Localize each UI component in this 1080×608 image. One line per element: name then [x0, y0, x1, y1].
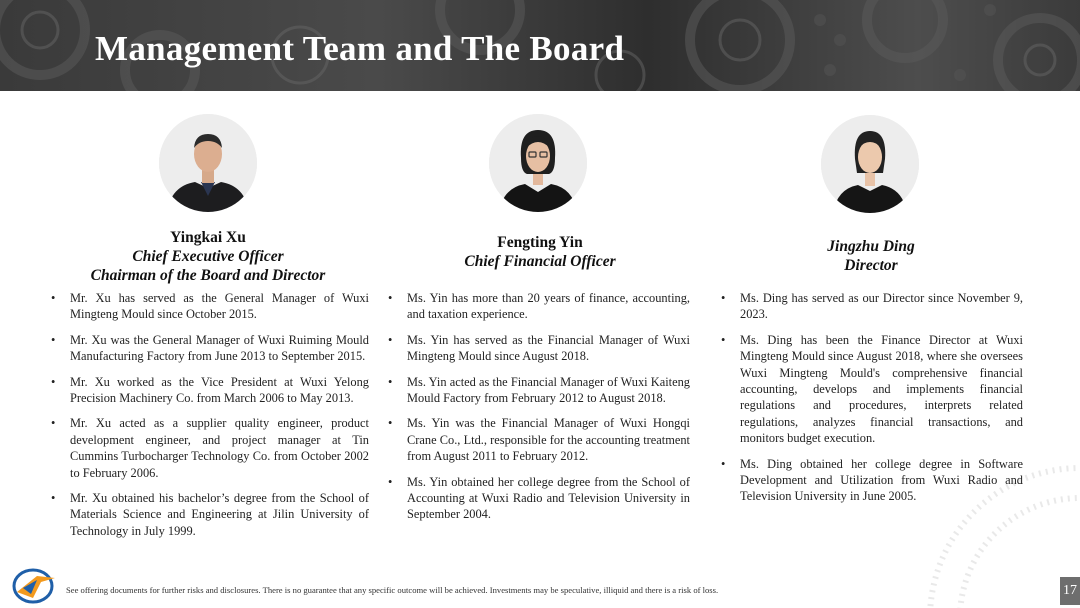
avatar-yingkai-xu: [159, 114, 257, 212]
list-item: • Mr. Xu was the General Manager of Wuxi Ruiming Mould Manufacturing Factory from June 2013 to September 2015.: [50, 332, 369, 365]
list-item: • Mr. Xu obtained his bachelor’s degree from the School of Materials Science and Engineering at Jilin University of Technology in July 1999.: [50, 490, 369, 539]
list-item: • Ms. Ding has been the Finance Director at Wuxi Mingteng Mould since August 2018, where she oversees Wuxi Mingteng Mould's comprehensive financial accounting, develops and implements financial regulations and procedures, interprets related regulations, analyzes financial transactions, and monitors budget execution.: [720, 332, 1023, 447]
person-name: Jingzhu Ding: [827, 238, 915, 255]
list-item: • Mr. Xu has served as the General Manager of Wuxi Mingteng Mould since October 2015.: [50, 290, 369, 323]
bio-column-yingkai-xu: [50, 290, 369, 539]
list-item: • Ms. Yin has more than 20 years of finance, accounting, and taxation experience.: [387, 290, 690, 323]
list-item: • Ms. Ding has served as our Director since November 9, 2023.: [720, 290, 1023, 323]
avatar-jingzhu-ding: [821, 115, 919, 213]
list-item: • Mr. Xu worked as the Vice President at Wuxi Yelong Precision Machinery Co. from March 2006 to May 2013.: [50, 374, 369, 407]
list-item: • Ms. Yin obtained her college degree from the School of Accounting at Wuxi Radio and Television University in September 2004.: [387, 474, 690, 523]
portrait-woman-icon: [821, 115, 919, 213]
company-logo-icon: [11, 568, 59, 604]
list-item: • Ms. Yin was the Financial Manager of Wuxi Hongqi Crane Co., Ltd., responsible for the accounting treatment from August 2011 to February 2012.: [387, 415, 690, 464]
page-title: Management Team and The Board: [95, 29, 625, 68]
avatar-fengting-yin: [489, 114, 587, 212]
disclaimer-text: See offering documents for further risks and disclosures. There is no guarantee that any specific outcome will be achieved. Investments may be speculative, illiquid and there is a risk of loss.: [66, 585, 719, 595]
person-heading-fengting-yin: [398, 233, 682, 271]
bio-column-fengting-yin: [387, 290, 690, 523]
list-item: • Ms. Ding obtained her college degree in Software Development and Utilization from Wuxi Radio and Television University in June 2005.: [720, 456, 1023, 505]
list-item: • Mr. Xu acted as a supplier quality engineer, product development engineer, and project manager at Tin Cummins Turbocharger Technology Co. from October 2002 to February 2006.: [50, 415, 369, 481]
person-heading-jingzhu-ding: [728, 237, 1014, 275]
list-item: • Ms. Yin acted as the Financial Manager of Wuxi Kaiteng Mould Factory from February 2012 to August 2018.: [387, 374, 690, 407]
person-role: Chief Financial Officer: [464, 253, 616, 270]
person-role: Director: [844, 257, 898, 274]
person-role: Chief Executive Officer: [132, 248, 284, 265]
page-number: 17: [1060, 577, 1080, 605]
person-heading-yingkai-xu: [60, 228, 356, 285]
person-role: Chairman of the Board and Director: [90, 267, 326, 284]
person-name: Fengting Yin: [497, 234, 583, 251]
header-banner: [0, 0, 1080, 91]
portrait-man-icon: [159, 114, 257, 212]
list-item: • Ms. Yin has served as the Financial Manager of Wuxi Mingteng Mould since August 2018.: [387, 332, 690, 365]
bio-column-jingzhu-ding: [720, 290, 1023, 505]
person-name: Yingkai Xu: [170, 229, 246, 246]
portrait-woman-icon: [489, 114, 587, 212]
